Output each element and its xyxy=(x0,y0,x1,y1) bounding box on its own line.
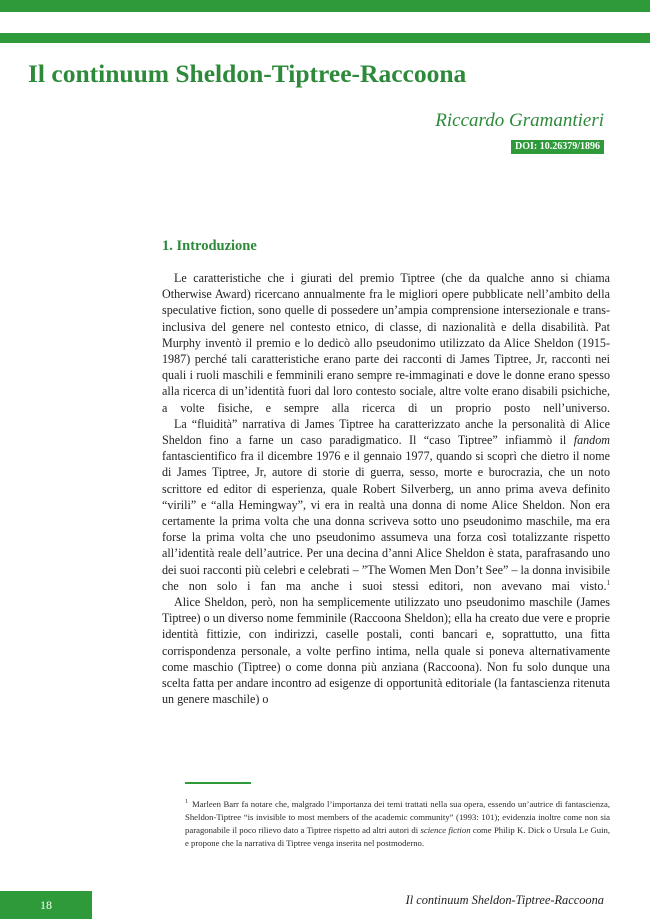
running-title: Il continuum Sheldon-Tiptree-Raccoona xyxy=(405,893,604,907)
paragraph-1: Le caratteristiche che i giurati del premio Tiptree (che da qualche anno si chiama Otherwise Award) ricercano annualmente fra le migliori opere pubblicate nell’ambito della speculative fiction, sono quelle di possedere un’ampia comprensione intersezionale e trans-inclusiva del genere nel contesto etnico, di classe, di nazionalità e della disabilità. Pat Murphy inventò il premio e lo dedicò allo pseudonimo utilizzato da Alice Sheldon (1915-1987) perché tali caratteristiche erano parte dei racconti di James Tiptree, Jr, racconti nei quali i ruoli maschili e femminili erano sempre re-immaginati e dove le donne erano spesso alla ricerca di un’identità fuori dal loro contesto sociale, altre volte erano disabili psichiche, a volte fisiche, e sempre alla ricerca di un proprio posto nell’universo. xyxy=(162,271,610,415)
article-author: Riccardo Gramantieri xyxy=(435,110,604,131)
footnote-emphasis: science fiction xyxy=(420,824,471,835)
article-title: Il continuum Sheldon-Tiptree-Raccoona xyxy=(28,59,467,88)
footnote-text-b: come Philip K. Dick o Ursula Le Guin, e propone che la narrativa di Tiptree venga inserita nel postmoderno. xyxy=(185,824,611,848)
doi-badge[interactable]: DOI: 10.26379/1896 xyxy=(511,140,604,154)
top-decorative-bar xyxy=(0,0,650,12)
header-decorative-bar xyxy=(0,33,650,43)
footnote xyxy=(185,796,610,850)
footnote-reference[interactable]: 1 xyxy=(606,578,610,587)
page-number: 18 xyxy=(0,891,92,919)
footnote-divider xyxy=(185,782,251,784)
paragraph-3: Alice Sheldon, però, non ha semplicemente utilizzato uno pseudonimo maschile (James Tiptree) o un diverso nome femminile (Raccoona Sheldon); ella ha creato due vere e proprie identità fittizie, con indirizzi, caselle postali, conti bancari e, soprattutto, una fitta corrispondenza personale, a volte perfino intima, nella quale si poneva alternativamente come maschio (Tiptree) o come donna più anziana (Raccoona). Non fu solo dunque una scelta fatta per andare incontro ad esigenze di opportunità editoriale (la fantascienza ritenuta un genere maschile) o xyxy=(162,595,610,707)
section-heading: 1. Introduzione xyxy=(162,238,257,254)
paragraph-2-text-b: fantascientifico fra il dicembre 1976 e il gennaio 1977, quando si scoprì che dietro il nome di James Tiptree, Jr, autore di storie di guerra, sesso, morte e burocrazia, che un noto scrittore ed editor di esperienza, quale Robert Silverberg, un anno prima aveva definito “virili” e “alla Hemingway”, vi era in realtà una donna di nome Alice Sheldon. Non era certamente la prima volta che una donna scriveva sotto uno pseudonimo maschile, ma era forse la prima volta che uno pseudonimo assumeva una forza così totalizzante rispetto all’identità reale dell’autrice. Per una decina d’anni Alice Sheldon è stata, parafrasando uno dei suoi racconti più celebri e celebrati – ”The Women Men Don’t See” – la donna invisibile che non solo i fan ma anche i suoi stessi editori, non avevano mai visto. xyxy=(162,449,610,593)
paragraph-2-text-a: La “fluidità” narrativa di James Tiptree ha caratterizzato anche la personalità di Alice Sheldon fino a farne un caso paradigmatico. Il “caso Tiptree” infiammò il xyxy=(162,416,610,448)
footnote-text-a: Marleen Barr fa notare che, malgrado l’importanza dei temi trattati nella sua opera, essendo un’autrice di fantascienza, Sheldon-Tiptree “is invisible to most members of the academic community” (1993: 101); evidenzia inoltre come non sia paragonabile il poco rilievo dato a Tiptree rispetto ad altri autori di xyxy=(185,798,610,835)
fandom-term: fandom xyxy=(573,433,610,448)
paragraph-2 xyxy=(162,416,610,594)
article-body xyxy=(162,270,610,707)
footnote-number: 1 xyxy=(185,799,188,805)
